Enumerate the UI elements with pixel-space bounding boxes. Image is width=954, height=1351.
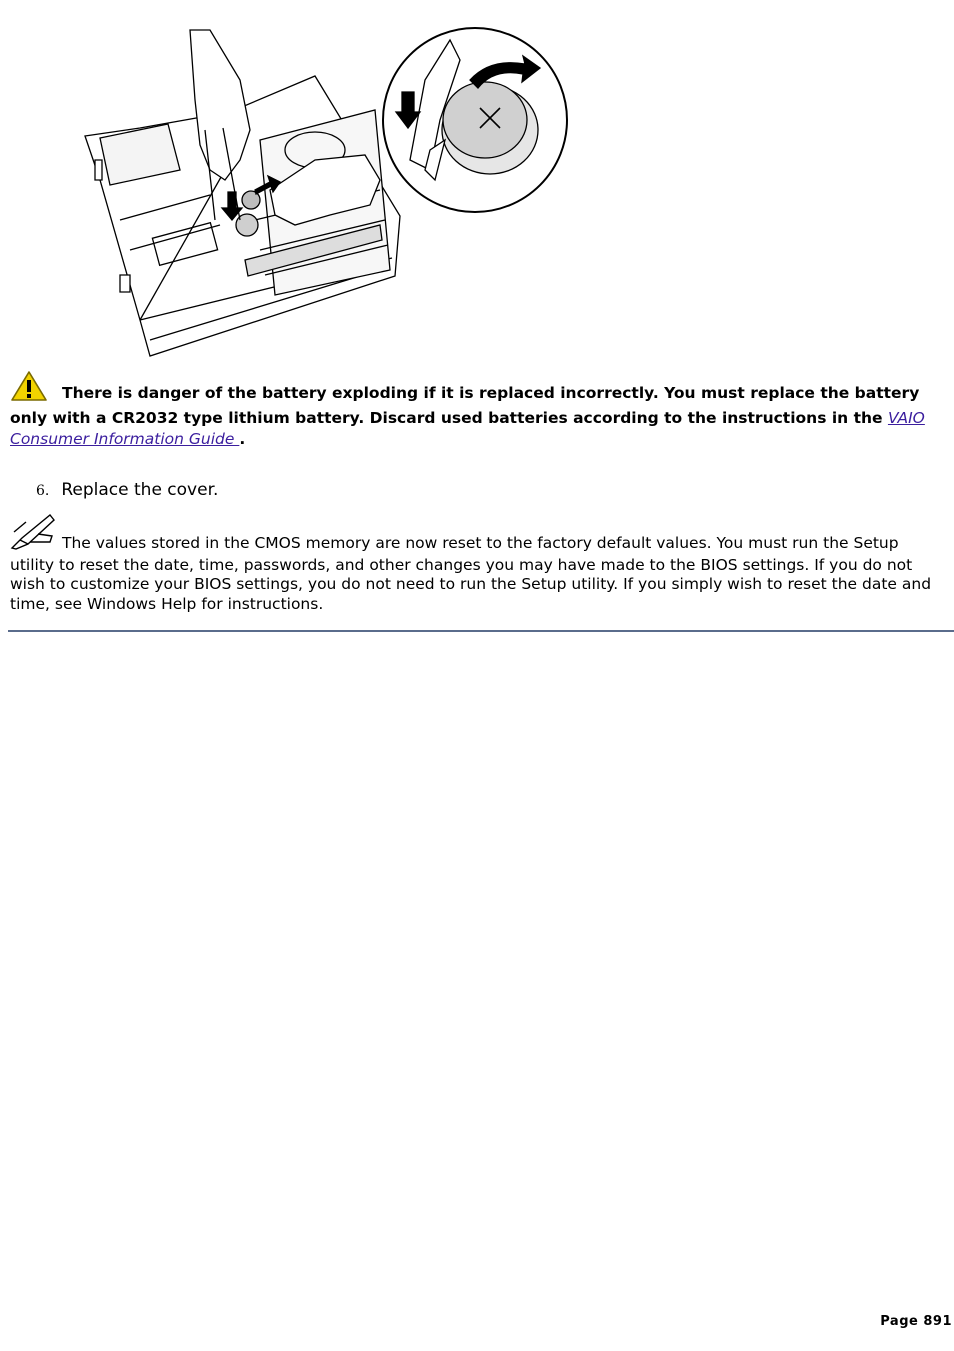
page-number: Page 891 xyxy=(880,1314,952,1329)
note-text: The values stored in the CMOS memory are now reset to the factory default values. You must run the Setup utility to reset the date, time, passwords, and other changes you may have made to the BIOS settings. If you do not wish to customize your BIOS settings, you do not need to run the Setup utility. If you simply wish to reset the date and time, see Windows Help for instructions. xyxy=(10,534,932,613)
note-block xyxy=(10,512,945,614)
vaio-consumer-guide-link[interactable]: VAIO Consumer Information Guide xyxy=(10,409,925,448)
warning-end: . xyxy=(239,430,246,448)
warning-text: There is danger of the battery exploding if it is replaced incorrectly. You must replace the battery only with a CR2032 type lithium battery. Discard used batteries according to the instructions in the xyxy=(10,384,920,427)
step-number: 6. xyxy=(36,483,50,499)
warning-block xyxy=(10,370,930,450)
note-pencil-icon xyxy=(10,512,56,556)
battery-replacement-illustration xyxy=(80,20,580,364)
warning-icon xyxy=(10,370,48,408)
horizontal-rule xyxy=(8,630,954,632)
step-text: Replace the cover. xyxy=(61,480,219,500)
step-6 xyxy=(36,480,218,500)
